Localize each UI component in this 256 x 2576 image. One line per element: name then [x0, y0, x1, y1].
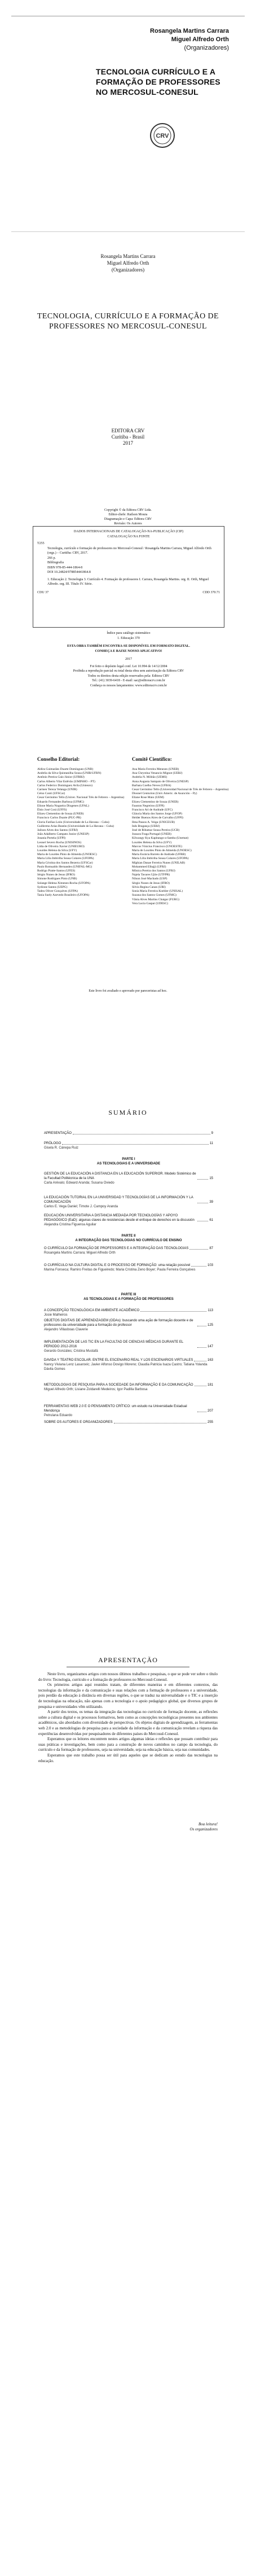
cip-cdd: CDD 370.71 [202, 590, 220, 594]
board-member: Carlos Federico Dominguez Avila (Unieuro) [37, 783, 92, 787]
title-page [0, 237, 256, 491]
toc-leader-dots [140, 1311, 206, 1312]
table-of-contents-page [0, 1050, 256, 1642]
board-member: Ilma Passos A. Veiga (UNICEUB) [132, 820, 175, 824]
board-member: Sonia Maria Ferreira Koehler (UNISAL) [132, 890, 183, 893]
board-member: Guillermo Arias Beatón (Universidade de La Havana – Cuba) [37, 824, 114, 828]
board-member: Paulo Romualdo Hernandes (UNIFAL-MG) [37, 865, 92, 869]
toc-entry-title: OBJETOS DIGITAIS DE APRENDIZAGEM (ODAs): buscando uma ação de formação docente e de professores da universidade para a formação do professor [44, 1319, 193, 1327]
app-notice: CONHEÇA E BAIXE NOSSO APLICATIVO! [95, 649, 162, 653]
website-line: Conheça os nossos lançamentos: www.editoracrv.com.br [90, 684, 167, 687]
board-member: Marcos Vinicius Francisco (UNOESTE) [132, 844, 182, 848]
board-member: Tania Suely Azevedo Brasileiro (UFOPA) [37, 893, 90, 897]
index-line: 1. Educação 370 [117, 636, 140, 640]
toc-part-subtitle: AS TECNOLOGIAS E A UNIVERSIDADE [96, 1162, 161, 1166]
toc-part-heading [44, 1293, 213, 1302]
toc-entry-line [44, 1131, 213, 1136]
board-member: Jussara Fraga Portugal (UNEB) [132, 833, 171, 836]
presentation-paragraph: Esperamos que os leitores encontrem nestes artigos algumas ideias e reflexões que possam contribuir para suas práticas e investigações, bem como para a construção de novos caminhos no campo da tecnologia, do currículo e da formação de professores, seja na universidade, seja na educação básica, seja nas comunidades. [38, 1737, 218, 1753]
board-member: Antônio Pereira Gaio Júnior (UFRRJ) [37, 776, 85, 779]
board-member: Lídia de Oliveira Xavier (UNIEURO) [37, 844, 85, 848]
crv-logo-text: CRV [156, 133, 169, 139]
board-member: Elizeu Clementino de Souza (UNEB) [132, 800, 179, 804]
toc-part-heading [44, 1234, 213, 1243]
legal-deposit: Foi feito o depósito legal conf. Lei 10.994 de 14/12/2004 [90, 664, 167, 668]
cip-code: T255 [37, 542, 45, 545]
toc-page-number: 147 [207, 1345, 213, 1348]
board-member: Maria Cristina dos Santos Bezerra (UFSCar) [37, 861, 93, 865]
toc-title: SUMÁRIO [108, 1109, 148, 1116]
toc-entry-line [44, 1213, 213, 1223]
toc-page-number: 113 [208, 1309, 213, 1312]
catalog-editor: Editor-chefe: Railson Moura [108, 513, 148, 516]
toc-entry[interactable] [44, 1213, 213, 1227]
toc-page-number: 255 [207, 1421, 213, 1424]
board-member: Tadeu Oliver Gonçalves (UFPA) [37, 890, 78, 893]
toc-entry-title: O CURRÍCULO NA CULTURA DIGITAL E O PROCESSO DE FORMAÇÃO: uma relação possível [44, 1264, 191, 1267]
toc-entry-title: SOBRE OS AUTORES E ORGANIZADORES [44, 1421, 113, 1424]
title-page-title: TECNOLOGIA, CURRÍCULO E A FORMAÇÃO DE PROFESSORES NO MERCOSUL-CONESUL [37, 312, 219, 331]
board-member: Elizeu Clementino de Souza (UNEB) [37, 812, 84, 816]
board-member: Vânia Alves Martins Chaigar (FURG) [132, 897, 180, 901]
toc-entry-authors: Nancy Viviana Lenz Lasarovic; Javier Alfonso Dovigo Moreno; Claudia Patricia Isaza Castro; Tatiana Yolanda Dávila Gomes [44, 1363, 208, 1371]
toc-page-number: 125 [207, 1324, 213, 1327]
toc-entry-authors: Alejandro Villasboas Claverie [44, 1328, 88, 1331]
board-member: Gláucia Maria dos Santos Jorge (UFOP) [132, 812, 182, 816]
toc-entry[interactable] [44, 1420, 213, 1425]
toc-entry-authors: Gerardo Gonzáles; Cristina Mustafá [44, 1350, 98, 1353]
presentation-paragraph: Os primeiros artigos aqui reunidos tratam, de diferentes maneiras e em diferentes contextos, das tecnologias da informação e da comunicação e suas relações com a formação de professores e a universidade, pois perdão da educação à distância em diversas regiões, o que se traduz na universalidade e o TIC e a inserção de tecnologias na educação, não apenas com a tecnologia e o apoio pedagógico global, que diversos grupos de pesquisa e universidades vêm utilizando. [38, 1683, 218, 1709]
review-note: Este livro foi avaliado e aprovado por pareceristas ad hoc. [89, 989, 167, 993]
toc-entry-authors: Miguel Alfredo Orth; Lisiane Zoldarelli Medeiros; Igor Padilla Barbosa [44, 1388, 148, 1391]
toc-entry-title: GESTIÓN DE LA EDUCACIÓN A DISTANCIA EN LA EDUCACIÓN SUPERIOR. Modelo Sistémico de la Facultad Politécnica de la UNA [44, 1172, 196, 1180]
catalog-copyright: Copyright © da Editora CRV Ltda. [104, 509, 152, 512]
toc-page-number: 207 [207, 1409, 213, 1413]
board-member: Rodrigo Pratte-Santos (UFES) [37, 869, 76, 873]
toc-page-number: 103 [207, 1264, 213, 1267]
toc-entry-authors: Gisela R. Cánepa Ruiz [44, 1146, 79, 1150]
toc-entry-authors: Marina Fonseca; Ramiro Freitas de Figueiredo; Maria Cristina Zeno Boyer; Paula Ferreira Gonçalves [44, 1268, 196, 1272]
toc-entry-title: DAVIDA Y TEATRO ESCOLAR. ENTRE EL ESCENARIO REAL Y LOS ESCENARIOS VIRTUALES [44, 1359, 193, 1362]
catalog-review: Revisão: Os Autores [114, 522, 142, 525]
index-title: Índice para catálogo sistemático [107, 632, 151, 635]
toc-entry[interactable] [44, 1131, 213, 1136]
toc-entry-line [44, 1318, 213, 1328]
toc-entry-authors: Carla Arévalo; Edward Aranda; Susana Oviedo [44, 1181, 114, 1185]
toc-page-number: 39 [209, 1201, 213, 1204]
toc-entry[interactable] [44, 1358, 213, 1372]
editorial-board-page [0, 745, 256, 1050]
board-member: Elione Maria Nogueira Diogenes (UFAL) [37, 804, 89, 808]
toc-entry[interactable] [44, 1172, 213, 1185]
catalog-header [0, 508, 256, 526]
cip-isbn: ISBN 978-85-444-1864-8 [47, 566, 83, 569]
catalog-page [0, 491, 256, 745]
toc-entry-line [44, 1141, 213, 1146]
cip-title: DADOS INTERNACIONAIS DE CATALOGAÇÃO-NA-PUBLICAÇÃO (CIP) [73, 530, 184, 533]
board-member: Maria Eurácia Barreto de Andrade (UFRB) [132, 853, 186, 857]
toc-part-heading [44, 1157, 213, 1166]
cip-box [33, 526, 224, 628]
book-cover [0, 0, 256, 237]
presentation-body [38, 1672, 218, 1764]
cip-citation: Tecnologia, currículo e formação de professores no Mercosul-Conesul / Rosangela Martins Carrara, Miguel Alfredo Orth (orgs.) – Curitiba: CRV, 2017. [47, 546, 211, 555]
toc-page-number: 87 [209, 1247, 213, 1250]
presentation-title: APRESENTAÇÃO [98, 1656, 158, 1664]
board-member: Francisco Ari de Andrade (UFC) [132, 808, 173, 812]
scientific-committee-list [132, 768, 228, 906]
board-member: Celso Conti (UFSCar) [37, 792, 65, 796]
crv-logo-icon [149, 122, 176, 149]
toc-entry[interactable] [44, 1383, 213, 1392]
board-member: Lourdes Helena da Silva (UFV) [37, 849, 77, 853]
board-member: Suzana dos Santos Gomes (UFMG) [132, 893, 176, 897]
board-member: Ana Chrystina Venancio Mignot (UERJ) [132, 772, 183, 776]
cip-doi: DOI 10.24824/978854441864.8 [47, 571, 91, 574]
toc-part-label: PARTE II [121, 1234, 136, 1238]
toc-entry-line [44, 1308, 213, 1313]
toc-part-label: PARTE I [122, 1158, 135, 1161]
cip-subjects: 1. Educação 2. Tecnologia 3. Currículo 4. Formação de professores I. Carrara, Rosangela Martins. org. II. Orth, Miguel Alfredo. org. III. Título IV. Série. [47, 577, 209, 586]
board-member: Eliane Rose Maio (UEM) [132, 796, 164, 800]
cip-cdu: CDU 37 [37, 590, 49, 594]
toc-page-number: 15 [209, 1177, 213, 1180]
board-member: Maria de Lourdes Pinto de Almeida (UNOESC) [37, 853, 97, 857]
title-page-authors [0, 253, 256, 273]
board-member: Anna Augusta Sampaio de Oliveira (UNESP) [132, 779, 189, 783]
board-member: Sydione Santos (UEPG) [37, 885, 68, 889]
title-page-organizers-label: (Organizadores) [111, 267, 145, 273]
cip-classification [37, 590, 220, 595]
board-member: Maria Lília Imbiriba Sousa Colares (UFOPA) [132, 857, 189, 861]
toc-entry-authors: Rosangela Martins Carrara; Miguel Alfredo Orth [44, 1251, 116, 1255]
board-member: José de Ribamar Sousa Pereira (UCB) [132, 829, 180, 833]
cover-author-2: Miguel Alfredo Orth [171, 36, 229, 43]
reproduction-notice: Proibida a reprodução parcial ou total desta obra sem autorização da Editora CRV [73, 669, 184, 673]
board-member: Jailson Alves dos Santos (UFRJ) [37, 829, 78, 833]
contact-line: Tel.: (41) 3039-6418 - E-mail: sac@editoracrv.com.br [92, 679, 165, 682]
cip-bibliography: Bibliografia [47, 561, 64, 564]
board-member: Gloria Fariñas León (Universidade de La Havana – Cuba) [37, 820, 109, 824]
board-member: Andréia da Silva Quintanilha Sousa (UNIR/UFRN) [37, 772, 101, 776]
editorial-board-title: Conselho Editorial: [37, 756, 80, 762]
presentation-page [0, 1642, 256, 2576]
title-page-city: Curitiba - Brasil [111, 434, 145, 440]
board-member: Élsio José Corá (UFFS) [37, 808, 67, 812]
board-member: Maria Lília Imbiriba Sousa Colares (UFOPA) [37, 857, 94, 861]
board-member: Diosnel Centurion (Univ Americ. de Asunción – Py) [132, 792, 197, 796]
presentation-signoff [190, 1822, 218, 1832]
toc-entry[interactable] [44, 1340, 213, 1353]
toc-page-number: 11 [209, 1142, 213, 1145]
toc-entry-line [44, 1420, 213, 1425]
toc-part-subtitle: A INTEGRAÇÃO DAS TECNOLOGIAS NO CURRÍCULO DE ENSINO [75, 1239, 182, 1242]
toc-page-number: 61 [209, 1219, 213, 1222]
board-member: Maria de Lourdes Pinto de Almeida (UNOESC) [132, 849, 192, 853]
scientific-committee-title: Comitê Científico: [132, 756, 172, 762]
board-member: Míghian Danae Ferreira Nunes (UNILAB) [132, 861, 186, 865]
board-member: Simone Rodrigues Pinto (UNB) [37, 877, 77, 881]
board-member: Barbara Coelho Neves (UFBA) [132, 783, 171, 787]
toc-entry-line [44, 1404, 213, 1413]
title-page-author-2: Miguel Alfredo Orth [107, 260, 149, 266]
toc-entry-title: A CONCEPÇÃO TECNOLÓGICA EM AMBIENTE ACADÊMICO [44, 1309, 140, 1312]
board-member: Cesar Gerónimo Tello (Universidad Nacional de Três de Febrero – Argentina) [132, 788, 229, 792]
toc-entry-line [44, 1383, 213, 1387]
board-member: Aldira Guimarães Duarte Domínguez (UNB) [37, 768, 94, 771]
toc-part-subtitle: AS TECNOLOGIAS E A FORMAÇÃO DE PROFESSORES [83, 1298, 174, 1301]
toc-entry[interactable] [44, 1246, 213, 1255]
cover-bottom-rule [11, 231, 245, 232]
board-member: Francisco Carlos Duarte (PUC-PR) [37, 816, 81, 820]
board-member: Lourdes Helena da Silva (UFV) [132, 840, 172, 844]
cover-organizers-label: (Organizadores) [184, 45, 229, 51]
catalog-footer [33, 631, 224, 688]
presentation-closing: Boa leitura! [198, 1822, 218, 1826]
toc-entry-authors: Carlos E. Vega Daniel; Timote J. Campoy Aranda [44, 1205, 118, 1208]
toc-leader-dots [189, 1249, 208, 1250]
toc-entry-line [44, 1172, 213, 1181]
toc-leader-dots [191, 1266, 206, 1267]
toc-leader-dots [62, 1144, 208, 1145]
title-page-author-1: Rosangela Martins Carrara [100, 253, 156, 259]
board-member: Inês Bragança (UERJ) [132, 824, 160, 828]
toc-entry-title: FERRAMENTAS WEB 2.0 E O PENSAMENTO CRÍTICO: um estudo na Universidade Estadual Mendonça [44, 1405, 187, 1413]
cip-subtitle: CATALOGAÇÃO NA FONTE [107, 535, 150, 538]
board-member: Carlos Alberto Vilar Estêvão (UMINHO – PT) [37, 779, 95, 783]
toc-page-number: 181 [207, 1383, 213, 1387]
toc-entry[interactable] [44, 1263, 213, 1272]
cover-title: TECNOLOGIA CURRÍCULO E A FORMAÇÃO DE PROFESSORES NO MERCOSUL-CONESUL [96, 67, 220, 97]
toc-entry-title: EDUCACIÓN UNIVERSITARIA A DISTANCIA MEDIADA POR TECNOLOGÍAS Y APOYO PEDAGÓGICO (EaD): algunas claves de resistencias desde el enfoque de derechos en la discusión [44, 1214, 195, 1222]
toc-entry-title: LA EDUCACIÓN TUTORIAL EN LA UNIVERSIDAD Y TECNOLOGÍAS DE LA INFORMACIÓN Y LA COMUNICACIÓN [44, 1196, 193, 1204]
toc-entry-title: METODOLOGIAS DE PESQUISA PARA A SOCIEDADE DA INFORMAÇÃO E DA COMUNICAÇÃO [44, 1383, 193, 1387]
toc-entry-line [44, 1263, 213, 1268]
rights-notice: Todos os direitos desta edição reservados pela: Editora CRV [87, 674, 170, 678]
toc-entry[interactable] [44, 1141, 213, 1150]
cip-pages: 266 p. [47, 556, 56, 560]
board-member: Andréia N. Militão (UEMS) [132, 776, 167, 779]
catalog-design: Diagramação e Capa: Editora CRV [104, 518, 152, 521]
presentation-signature: Os organizadores [189, 1827, 218, 1832]
toc-entry-line [44, 1340, 213, 1349]
board-member: Sérgio Nunes de Jesus (IFRO) [37, 873, 75, 877]
board-member: João Adalberto Campato Junior (UNESP) [37, 833, 89, 836]
board-member: Fauston Negreiros (UFPI) [132, 804, 165, 808]
board-member: Josania Portela (UFPI) [37, 836, 66, 840]
board-member: Cesar Gerónimo Tello (Univer. Nacional Três de Febrero – Argentina) [37, 796, 125, 800]
board-member: Vera Lucia Gaspar (UDESC) [132, 901, 168, 905]
toc-entry-authors: Petrulana Eduardo [44, 1414, 73, 1417]
catalog-year: 2017 [125, 658, 132, 661]
toc-entry-title: IMPLEMENTACIÓN DE LAS TIC EN LA FACULTAD DE CIENCIAS MÉDICAS DURANTE EL PERIODO 2012-2016 [44, 1340, 184, 1348]
toc-entry[interactable] [44, 1195, 213, 1209]
toc-leader-dots [197, 1347, 206, 1348]
toc-entry-line [44, 1358, 213, 1363]
presentation-paragraph: Esperamos que este trabalho possa ser útil para aqueles que se dedicam ao estudo das tecnologias na educação. [38, 1753, 218, 1763]
toc-entry-line [44, 1195, 213, 1204]
toc-entry-line [44, 1246, 213, 1251]
toc-leader-dots [197, 1179, 208, 1180]
board-member: Leonel Severo Rocha (UNISINOS) [37, 840, 82, 844]
board-member: Mônica Pereira dos Santos (UFRJ) [132, 869, 175, 873]
board-member: Eduardo Fernandes Barbosa (UFMG) [37, 800, 84, 804]
board-member: Solange Helena Ximenes-Rocha (UFOPA) [37, 881, 91, 885]
editorial-board-list [37, 768, 127, 898]
board-member: Sérgio Nunes de Jesus (IFRO) [132, 881, 170, 885]
toc-entry-authors: Alejandra Cristina Figueroa Aguilar [44, 1223, 96, 1226]
board-member: Ana Maria Ferreira Menezes (UNEB) [132, 768, 179, 771]
toc-entry-title: O CURRÍCULO DA FORMAÇÃO DE PROFESSORES E A INTEGRAÇÃO DAS TECNOLOGIAS [44, 1247, 189, 1250]
title-page-year: 2017 [123, 440, 133, 446]
toc-page-number: 163 [207, 1359, 213, 1362]
board-member: Carmen Tereza Velanga (UNIR) [37, 788, 77, 792]
board-member: Mohammed Elhajji (UFRJ) [132, 865, 166, 869]
presentation-paragraph: A partir dos textos, os temas da integração das tecnologias no currículo de formação docente, as reflexões sobre a cultura digital e os processos formativos, bem como as concepções tecnológicas presentes nos ambientes acadêmicos, são abordados com diversidade de perspectivas. Os objetos digitais de aprendizagem, as ferramentas web 2.0 e as metodologias de pesquisa para a sociedade da informação e da comunicação revelam a riqueza das experiências desenvolvidas por pesquisadores de diferentes países do Mercosul-Conesul. [38, 1710, 218, 1736]
board-member: Nilson José Machado (USP) [132, 877, 167, 881]
toc-entry[interactable] [44, 1318, 213, 1332]
title-page-publisher: EDITORA CRV [111, 428, 145, 433]
board-member: Kilwangy Kya Kapitango-a-Samba (Unemat) [132, 836, 189, 840]
board-member: Silvia Regina Canan (URI) [132, 885, 166, 889]
board-member: Najela Tavares Ujiie (UTFPR) [132, 873, 170, 877]
cover-author-1: Rosangela Martins Carrara [150, 28, 229, 34]
title-page-imprint [0, 428, 256, 446]
toc-page-number: 9 [211, 1132, 213, 1135]
presentation-paragraph: Neste livro, organizamos artigos com nossos últimos trabalhos e pesquisas, o que se pode ver sobre o título do livro: Tecnologia, currículo e a formação de professores no Mercosul-Conesul. [38, 1672, 218, 1682]
cover-authors [150, 27, 229, 52]
toc-entry-title: APRESENTAÇÃO [44, 1132, 72, 1135]
toc-entry-authors: Josie Malheiros [44, 1313, 68, 1317]
digital-format-notice: ESTA OBRA TAMBÉM ENCONTRA-SE DISPONÍVEL EM FORMATO DIGITAL. [67, 645, 190, 648]
toc-entry[interactable] [44, 1404, 213, 1418]
board-member: Helder Buenos Aires de Carvalho (UFPI) [132, 816, 183, 820]
toc-entry[interactable] [44, 1308, 213, 1317]
toc-part-label: PARTE III [121, 1293, 136, 1296]
toc-entry-title: PRÓLOGO [44, 1142, 61, 1145]
